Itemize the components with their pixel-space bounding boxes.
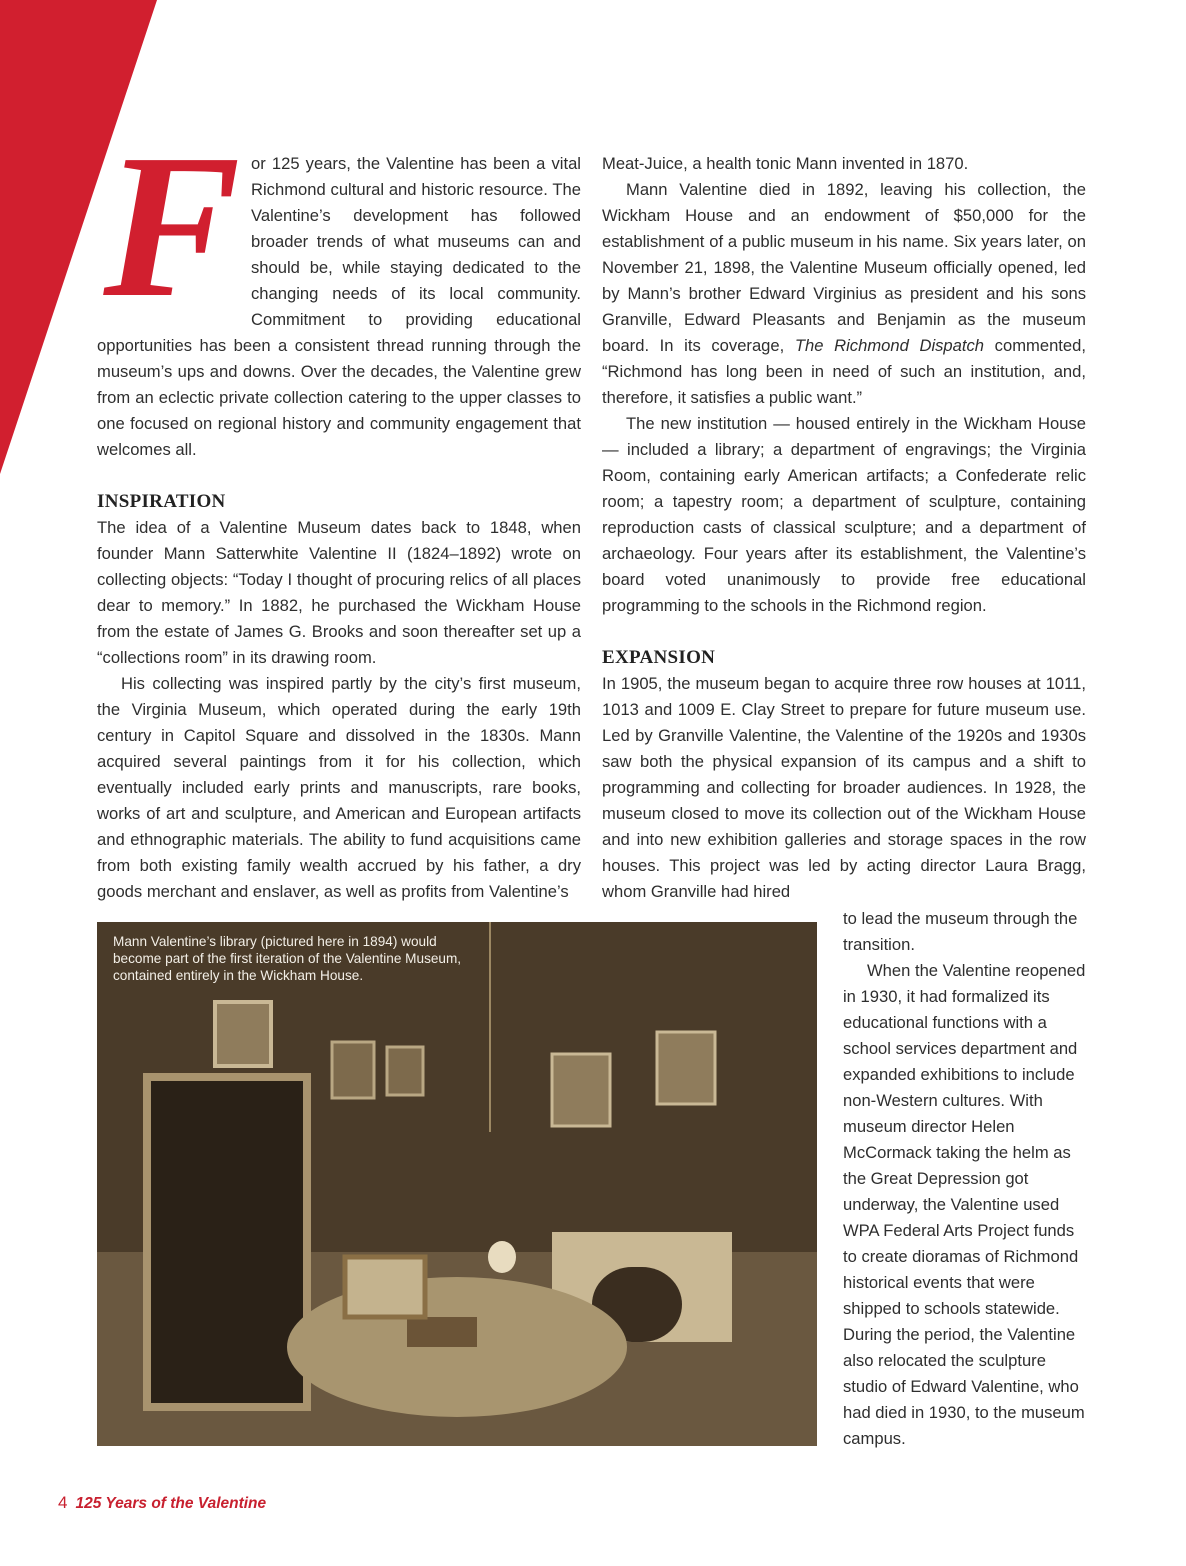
- expansion-paragraph-2: When the Valentine reopened in 1930, it had formalized its educational functions with a school services department and expanded exhibitions to include non-Western cultures. With museum director Helen McCormack taking the helm as the Great Depression got underway, the Valentine used WPA Federal Arts Project funds to create dioramas of Richmond historical events that were shipped to schools statewide. During the period, the Valentine also relocated the sculpture studio of Edward Valentine, who had died in 1930, to the museum campus.: [843, 961, 1086, 1448]
- newspaper-title: The Richmond Dispatch: [794, 336, 985, 355]
- drop-cap: F: [103, 111, 241, 340]
- expansion-paragraph-1: In 1905, the museum began to acquire three row houses at 1011, 1013 and 1009 E. Clay Street to prepare for future museum use. Led by Granville Valentine, the Valentine of the 1920s and 1930s saw both the physical expansion of its campus and a shift to programming and collecting for broader audiences. In 1928, the museum closed to move its collection out of the Wickham House and into new exhibition galleries and storage spaces in the row houses. This project was led by acting director Laura Bragg, whom Granville had hired: [602, 674, 1086, 901]
- history-paragraph-1-text: Mann Valentine died in 1892, leaving his collection, the Wickham House and an endowment of $50,000 for the establishment of a public museum in his name. Six years later, on November 21, 1898, the Valentine Museum officially opened, led by Mann’s brother Edward Virginius as president and his sons Granville, Edward Pleasants and Benjamin as the museum board. In its coverage,: [602, 180, 1086, 355]
- page-footer: [58, 1493, 266, 1513]
- narrow-column: [843, 906, 1087, 1452]
- history-paragraph-2: The new institution — housed entirely in the Wickham House — included a library; a department of engravings; the Virginia Room, containing early American artifacts; a Confederate relic room; a tapestry room; a department of sculpture, containing reproduction casts of classical sculpture; and a department of archaeology. Four years after its establishment, the Valentine’s board voted unanimously to provide free educational programming to the schools in the Richmond region.: [602, 414, 1086, 615]
- page-number: 4: [58, 1493, 68, 1512]
- history-paragraph-1: [602, 177, 1086, 411]
- intro-text: or 125 years, the Valentine has been a vital Richmond cultural and historic resource. The Valentine’s development has followed broader trends of what museums can and should be, while staying dedicated to the changing needs of its local community. Commitment to providing educational opportunities has been a consistent thread running through the museum’s ups and downs. Over the decades, the Valentine grew from an eclectic private collection catering to the upper classes to one focused on regional history and community engagement that welcomes all.: [97, 154, 581, 459]
- left-column: [97, 111, 581, 905]
- library-photo-illustration: [97, 922, 817, 1446]
- inspiration-paragraph-1: The idea of a Valentine Museum dates back to 1848, when founder Mann Satterwhite Valentine II (1824–1892) wrote on collecting objects: “Today I thought of procuring relics of all places dear to memory.” In 1882, he purchased the Wickham House from the estate of James G. Brooks and soon thereafter set up a “collections room” in its drawing room.: [97, 518, 581, 667]
- publication-title: 125 Years of the Valentine: [75, 1495, 267, 1512]
- intro-paragraph: [97, 111, 581, 463]
- expansion-heading: EXPANSION: [602, 647, 716, 668]
- inspiration-paragraph-2: His collecting was inspired partly by the city’s first museum, the Virginia Museum, which operated during the early 19th century in Capitol Square and dissolved in the 1830s. Mann acquired several paintings from it for his collection, which eventually included early prints and manuscripts, rare books, works of art and sculpture, and American and European artifacts and ethnographic materials. The ability to fund acquisitions came from both existing family wealth accrued by his father, a dry goods merchant and enslaver, as well as profits from Valentine’s: [97, 674, 581, 901]
- expansion-paragraph-1-continued: to lead the museum through the transition.: [843, 909, 1078, 954]
- photo-caption: Mann Valentine’s library (pictured here in 1894) would become part of the first iteration of the Valentine Museum, contained entirely in the Wickham House.: [113, 934, 462, 983]
- right-column: [602, 151, 1086, 905]
- library-photo: [97, 922, 817, 1446]
- inspiration-heading: INSPIRATION: [97, 491, 226, 512]
- history-paragraph-1-end: commented, “Richmond has long been in need of such an institution, and, therefore, it satisfies a public want.”: [602, 336, 1086, 407]
- meat-juice-line: Meat-Juice, a health tonic Mann invented in 1870.: [602, 154, 969, 173]
